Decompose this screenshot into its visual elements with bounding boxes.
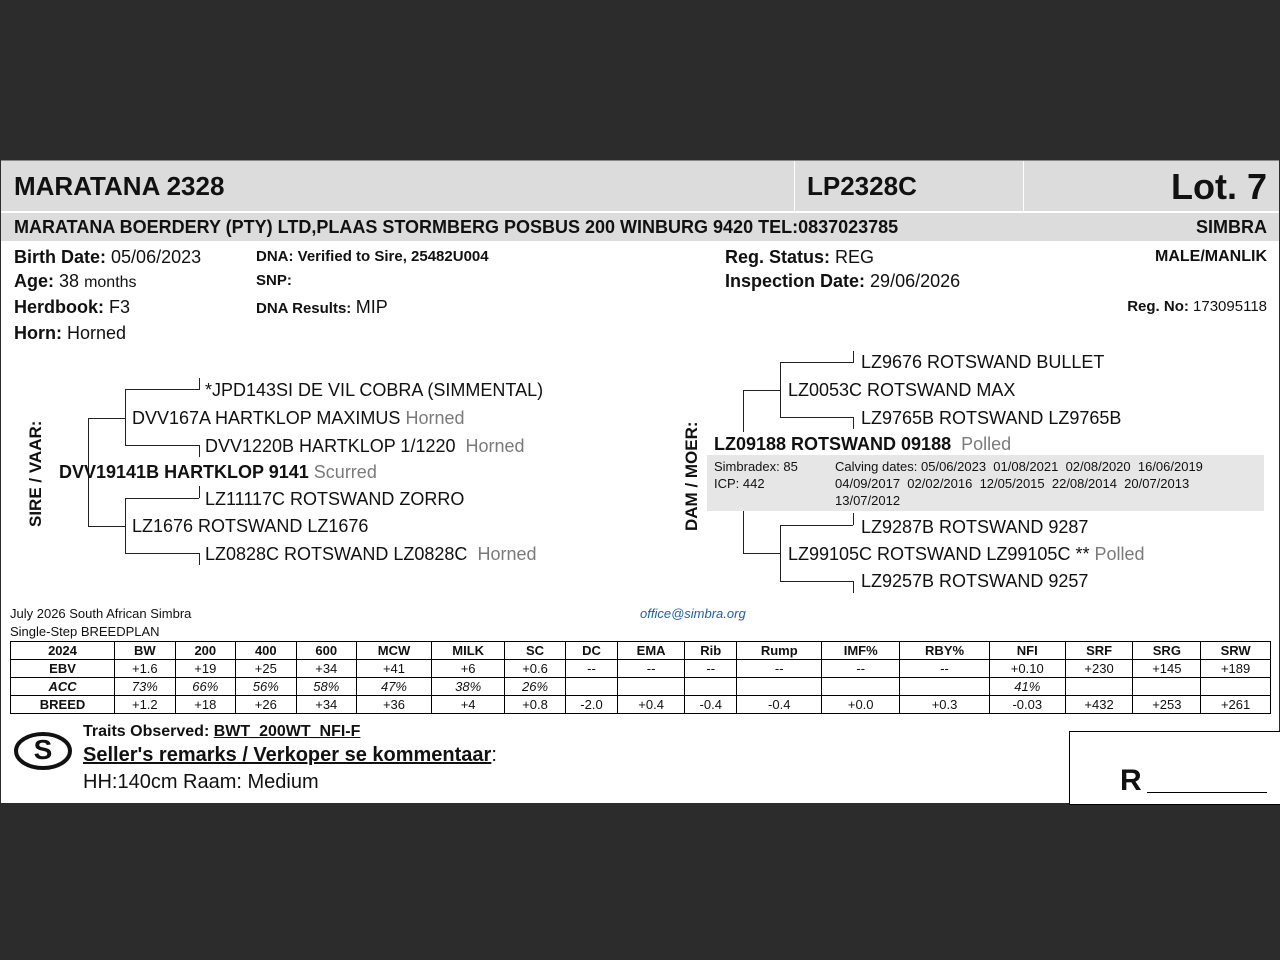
sire-sire-dam: DVV1220B HARTKLOP 1/1220 Horned xyxy=(205,436,525,456)
lot-number: Lot. 7 xyxy=(1171,166,1267,207)
table-cell: 41% xyxy=(989,678,1065,696)
calving-dates-line-3: 13/07/2012 xyxy=(835,493,901,508)
table-cell: +253 xyxy=(1133,696,1201,714)
row-label: EBV xyxy=(11,660,115,678)
table-cell: +0.4 xyxy=(618,696,685,714)
reg-number: Reg. No: 173095118 xyxy=(1127,298,1267,315)
table-cell: +0.6 xyxy=(505,660,565,678)
dam-dam-sire: LZ9287B ROTSWAND 9287 xyxy=(861,517,1089,537)
table-cell: MCW xyxy=(357,642,432,660)
table-cell: SRG xyxy=(1133,642,1201,660)
table-cell: +432 xyxy=(1065,696,1133,714)
table-cell: +0.8 xyxy=(505,696,565,714)
table-cell: -- xyxy=(618,660,685,678)
table-cell: 66% xyxy=(175,678,235,696)
dam-sire-sire: LZ9676 ROTSWAND BULLET xyxy=(861,352,1105,372)
table-cell: +4 xyxy=(431,696,504,714)
table-cell: SC xyxy=(505,642,565,660)
table-cell: DC xyxy=(565,642,617,660)
sire-sire-sire: *JPD143SI DE VIL COBRA (SIMMENTAL) xyxy=(205,380,544,400)
table-cell: +36 xyxy=(357,696,432,714)
table-cell: NFI xyxy=(989,642,1065,660)
row-label: BREED xyxy=(11,696,115,714)
sire-dam-dam: LZ0828C ROTSWAND LZ0828C Horned xyxy=(205,544,537,564)
table-cell xyxy=(565,678,617,696)
table-cell: +41 xyxy=(357,660,432,678)
table-cell: Rump xyxy=(737,642,822,660)
price-box xyxy=(1069,731,1280,805)
table-cell: +34 xyxy=(296,696,356,714)
sire-dam-sire: LZ11117C ROTSWAND ZORRO xyxy=(205,489,465,509)
ebv-table xyxy=(10,641,1271,714)
table-cell: 400 xyxy=(236,642,296,660)
table-cell: BW xyxy=(115,642,175,660)
title-bar xyxy=(1,161,1279,211)
table-cell: 200 xyxy=(175,642,235,660)
dam-sire: LZ0053C ROTSWAND MAX xyxy=(788,380,1016,400)
lot-card xyxy=(1,160,1279,803)
owner-info: MARATANA BOERDERY (PTY) LTD,PLAAS STORMBERG POSBUS 200 WINBURG 9420 TEL:0837023785 xyxy=(14,217,899,237)
inspection-date: Inspection Date: 29/06/2026 xyxy=(725,271,961,291)
icp: ICP: 442 xyxy=(714,476,765,491)
table-cell: +0.10 xyxy=(989,660,1065,678)
table-cell xyxy=(1201,678,1271,696)
table-cell: +6 xyxy=(431,660,504,678)
table-cell: -- xyxy=(685,660,737,678)
animal-name: MARATANA 2328 xyxy=(14,171,225,201)
table-cell xyxy=(1133,678,1201,696)
table-cell: 38% xyxy=(431,678,504,696)
table-cell: +25 xyxy=(236,660,296,678)
dna-results: DNA Results: MIP xyxy=(256,297,388,317)
row-label: ACC xyxy=(11,678,115,696)
dam: LZ09188 ROTSWAND 09188 Polled xyxy=(714,434,1012,454)
logo-letter: S xyxy=(33,734,53,765)
table-cell: +189 xyxy=(1201,660,1271,678)
dam-dam-dam: LZ9257B ROTSWAND 9257 xyxy=(861,571,1089,591)
table-cell: -0.03 xyxy=(989,696,1065,714)
table-cell: EMA xyxy=(618,642,685,660)
table-cell: Rib xyxy=(685,642,737,660)
table-cell: IMF% xyxy=(822,642,900,660)
price-line xyxy=(1147,792,1267,793)
table-cell xyxy=(737,678,822,696)
table-cell xyxy=(618,678,685,696)
table-cell: +1.6 xyxy=(115,660,175,678)
table-cell: 47% xyxy=(357,678,432,696)
calving-dates-line-2: 04/09/2017 02/02/2016 12/05/2015 22/08/2014 20/07/2013 xyxy=(835,476,1190,491)
table-row xyxy=(11,678,1271,696)
sire-side-label: SIRE / VAAR: xyxy=(26,420,45,527)
table-cell xyxy=(685,678,737,696)
table-header-row xyxy=(11,642,1271,660)
sire-dam: LZ1676 ROTSWAND LZ1676 xyxy=(132,516,369,536)
table-cell: +1.2 xyxy=(115,696,175,714)
table-row xyxy=(11,696,1271,714)
table-cell: +19 xyxy=(175,660,235,678)
table-cell: +34 xyxy=(296,660,356,678)
table-cell xyxy=(1065,678,1133,696)
table-cell: -0.4 xyxy=(685,696,737,714)
price-currency: R xyxy=(1120,764,1142,797)
table-cell: +0.0 xyxy=(822,696,900,714)
breedplan-title: July 2026 South African Simbra xyxy=(10,606,192,621)
table-cell: RBY% xyxy=(900,642,990,660)
table-cell: 600 xyxy=(296,642,356,660)
simbradex: Simbradex: 85 xyxy=(714,459,798,474)
table-cell: +0.3 xyxy=(900,696,990,714)
age: Age: 38 months xyxy=(14,271,137,291)
calving-dates-line-1: Calving dates: 05/06/2023 01/08/2021 02/08/2020 16/06/2019 xyxy=(835,459,1203,474)
table-cell: 58% xyxy=(296,678,356,696)
table-cell: MILK xyxy=(431,642,504,660)
birth-date: Birth Date: 05/06/2023 xyxy=(14,247,202,267)
row-label: 2024 xyxy=(11,642,115,660)
table-row xyxy=(11,660,1271,678)
sire-sire: DVV167A HARTKLOP MAXIMUS Horned xyxy=(132,408,465,428)
dam-sire-dam: LZ9765B ROTSWAND LZ9765B xyxy=(861,408,1122,428)
table-cell: -0.4 xyxy=(737,696,822,714)
sire: DVV19141B HARTKLOP 9141 Scurred xyxy=(59,462,377,482)
snp-label: SNP: xyxy=(256,272,292,289)
table-cell: -2.0 xyxy=(565,696,617,714)
table-cell: +26 xyxy=(236,696,296,714)
breed-name: SIMBRA xyxy=(1196,217,1267,237)
remarks-heading: Seller's remarks / Verkoper se kommentaar: xyxy=(83,744,497,766)
table-cell: 26% xyxy=(505,678,565,696)
table-cell: +18 xyxy=(175,696,235,714)
registration-code: LP2328C xyxy=(807,171,917,201)
dna-verification: DNA: Verified to Sire, 25482U004 xyxy=(256,248,489,265)
breedplan-subtitle: Single-Step BREEDPLAN xyxy=(10,624,160,639)
table-cell: +145 xyxy=(1133,660,1201,678)
table-cell xyxy=(900,678,990,696)
remarks-text: HH:140cm Raam: Medium xyxy=(83,771,319,793)
dam-dam: LZ99105C ROTSWAND LZ99105C ** Polled xyxy=(788,544,1145,564)
table-cell: -- xyxy=(900,660,990,678)
traits-observed: Traits Observed: BWT_200WT_NFI-F xyxy=(83,723,361,740)
table-cell: -- xyxy=(822,660,900,678)
reg-status: Reg. Status: REG xyxy=(725,247,875,267)
sex: MALE/MANLIK xyxy=(1155,248,1267,265)
horn-status: Horn: Horned xyxy=(14,323,127,343)
table-cell: +261 xyxy=(1201,696,1271,714)
herdbook: Herdbook: F3 xyxy=(14,297,131,317)
table-cell: -- xyxy=(737,660,822,678)
table-cell: SRF xyxy=(1065,642,1133,660)
table-cell: -- xyxy=(565,660,617,678)
table-cell: SRW xyxy=(1201,642,1271,660)
email-link[interactable]: office@simbra.org xyxy=(640,606,746,621)
table-cell: 73% xyxy=(115,678,175,696)
table-cell xyxy=(822,678,900,696)
dam-performance-box xyxy=(707,455,1264,511)
simbra-logo-icon xyxy=(13,726,73,772)
dam-side-label: DAM / MOER: xyxy=(682,421,701,531)
table-cell: 56% xyxy=(236,678,296,696)
table-cell: +230 xyxy=(1065,660,1133,678)
owner-bar xyxy=(1,213,1279,241)
